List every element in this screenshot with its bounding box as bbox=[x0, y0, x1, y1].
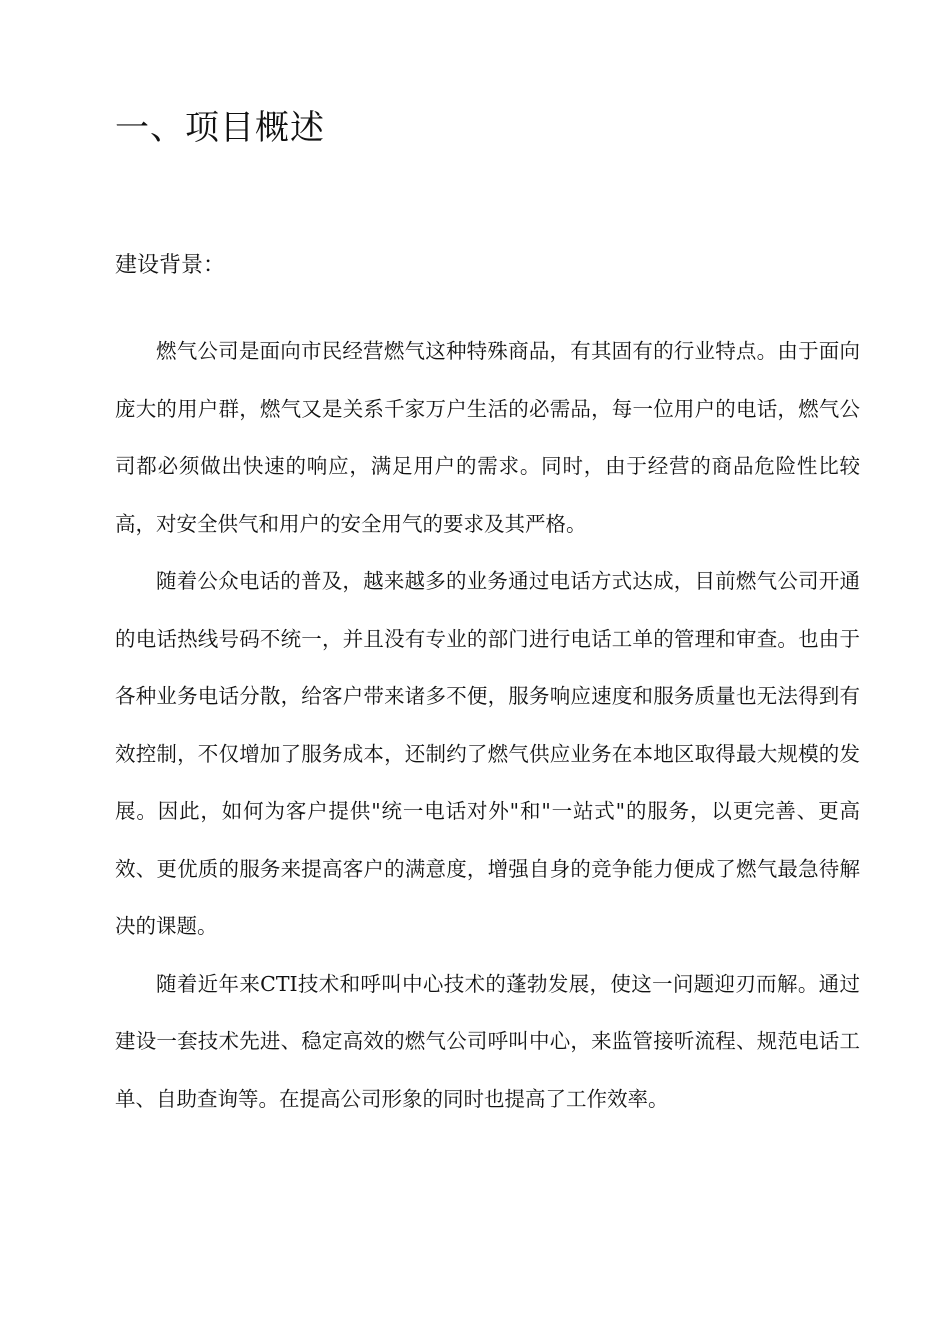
body-text bbox=[115, 323, 860, 1128]
paragraph-2: 随着公众电话的普及，越来越多的业务通过电话方式达成，目前燃气公司开通的电话热线号码不统一，并且没有专业的部门进行电话工单的管理和审查。也由于各种业务电话分散，给客户带来诸多不便，服务响应速度和服务质量也无法得到有效控制，不仅增加了服务成本，还制约了燃气供应业务在本地区取得最大规模的发展。因此，如何为客户提供"统一电话对外"和"一站式"的服务，以更完善、更高效、更优质的服务来提高客户的满意度，增强自身的竞争能力便成了燃气最急待解决的课题。 bbox=[115, 569, 860, 938]
section-heading: 一、项目概述 bbox=[115, 108, 325, 148]
subsection-heading: 建设背景： bbox=[115, 253, 226, 278]
paragraph-1: 燃气公司是面向市民经营燃气这种特殊商品，有其固有的行业特点。由于面向庞大的用户群，燃气又是关系千家万户生活的必需品，每一位用户的电话，燃气公司都必须做出快速的响应，满足用户的需求。同时，由于经营的商品危险性比较高，对安全供气和用户的安全用气的要求及其严格。 bbox=[115, 339, 860, 536]
paragraph-3: 随着近年来CTI技术和呼叫中心技术的蓬勃发展，使这一问题迎刃而解。通过建设一套技术先进、稳定高效的燃气公司呼叫中心，来监管接听流程、规范电话工单、自助查询等。在提高公司形象的同时也提高了工作效率。 bbox=[115, 971, 860, 1111]
